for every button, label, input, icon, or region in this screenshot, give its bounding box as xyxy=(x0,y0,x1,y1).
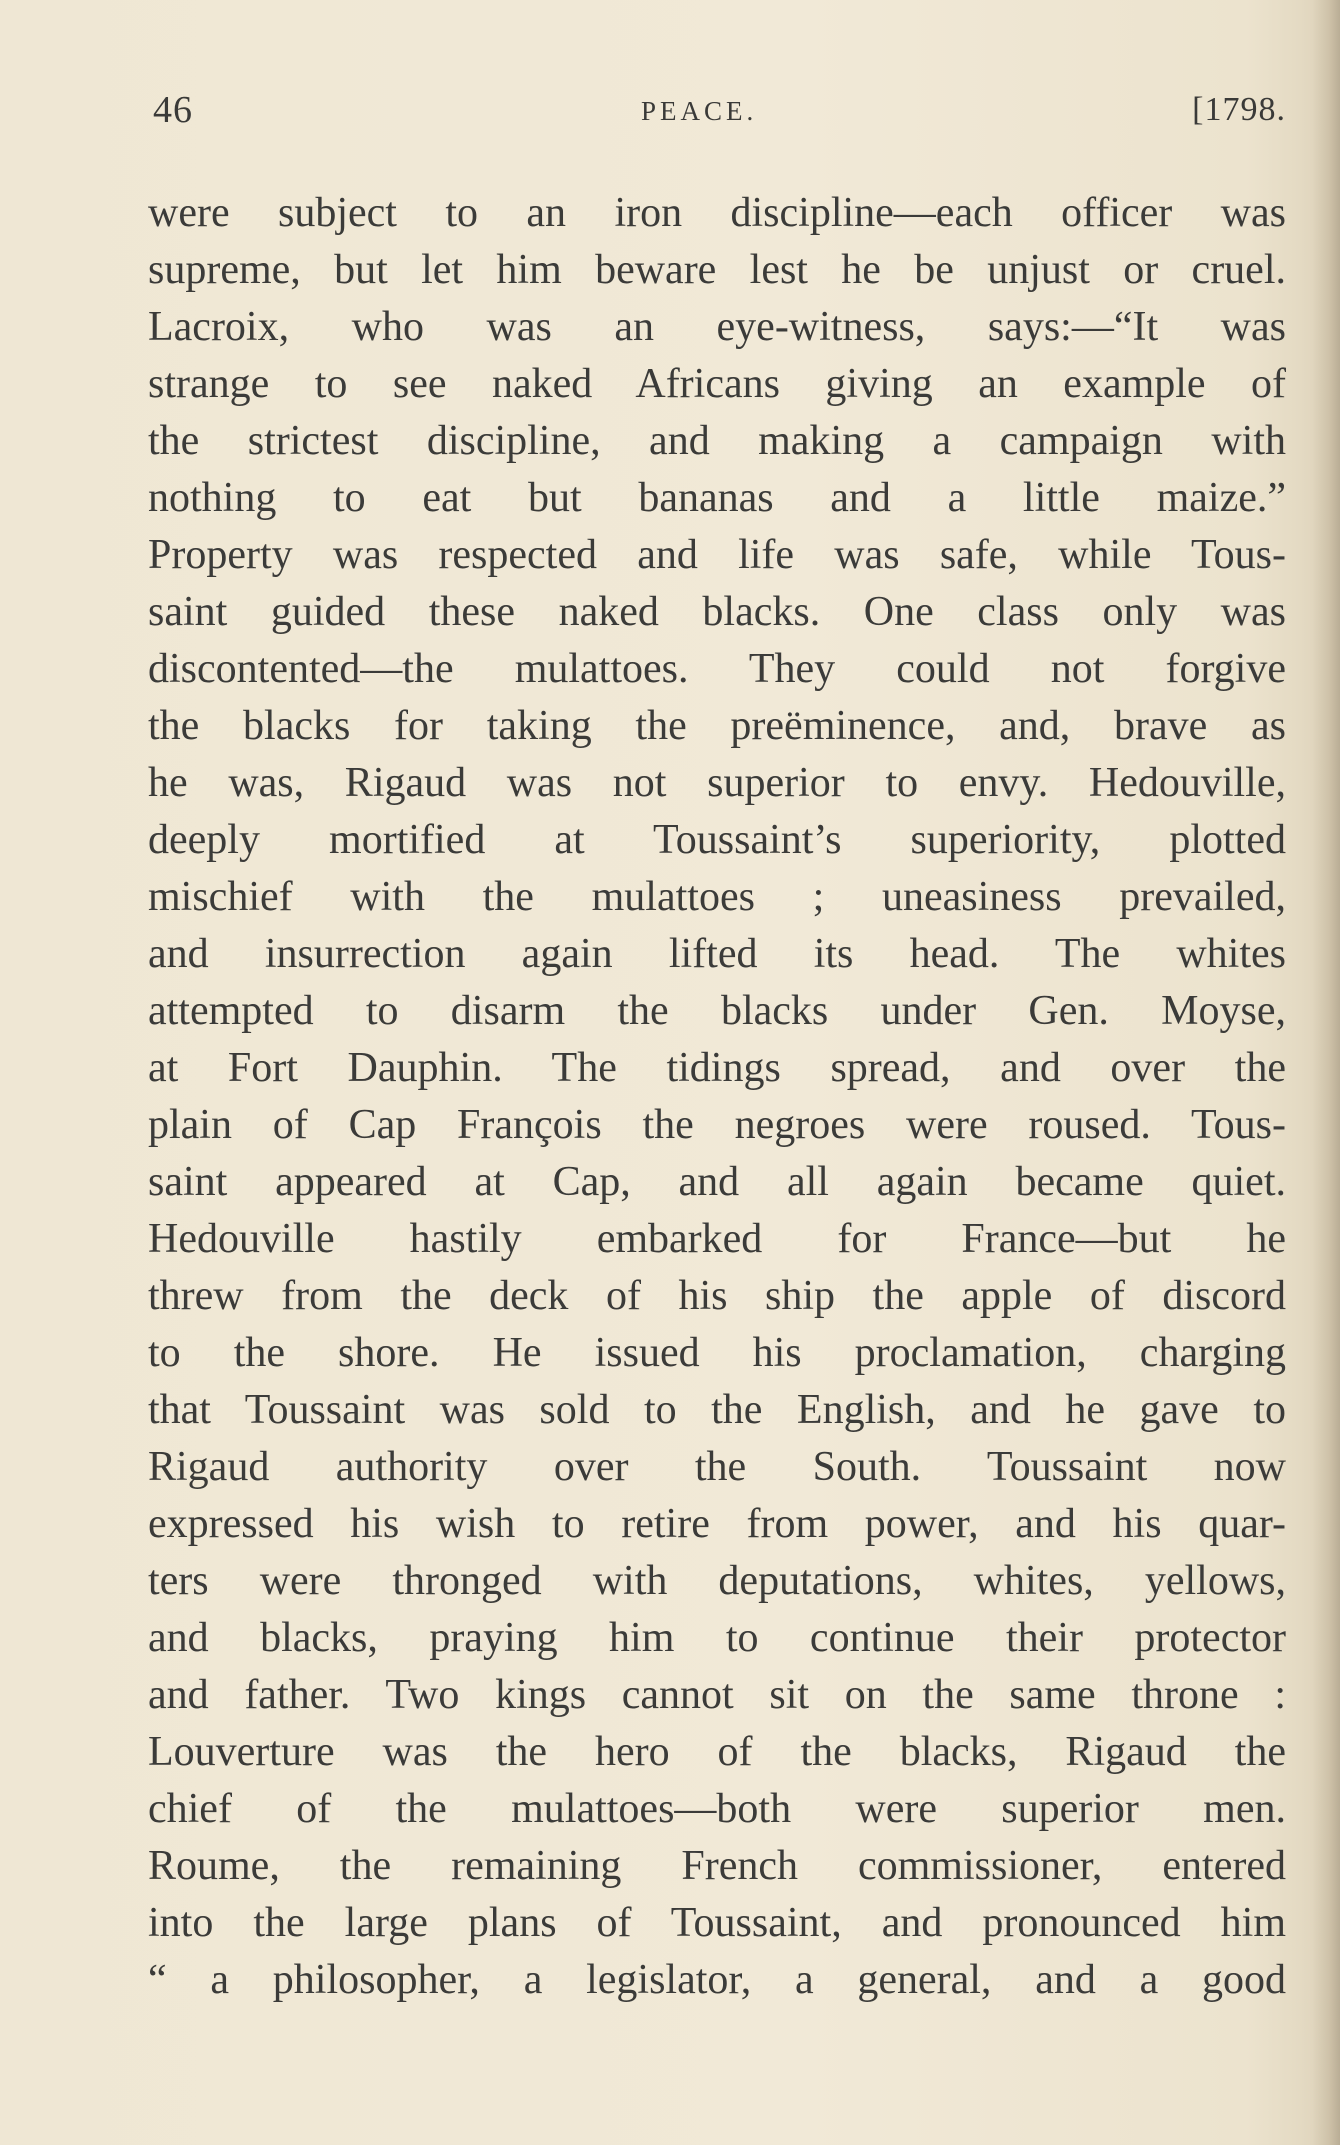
text-line: nothing to eat but bananas and a little maize.” xyxy=(148,475,1286,521)
text-line: plain of Cap François the negroes were roused. Tous- xyxy=(148,1102,1286,1148)
text-line: into the large plans of Toussaint, and pronounced him xyxy=(148,1900,1286,1946)
text-line: expressed his wish to retire from power, and his quar- xyxy=(148,1501,1286,1547)
running-title: PEACE. xyxy=(641,96,758,126)
text-line: mischief with the mulattoes ; uneasiness prevailed, xyxy=(148,874,1286,920)
text-line: “ a philosopher, a legislator, a general, and a good xyxy=(148,1957,1286,2003)
text-line: supreme, but let him beware lest he be unjust or cruel. xyxy=(148,247,1286,293)
page-number: 46 xyxy=(153,89,193,131)
text-line: and insurrection again lifted its head. The whites xyxy=(148,931,1286,977)
text-line: strange to see naked Africans giving an example of xyxy=(148,361,1286,407)
text-line: Rigaud authority over the South. Toussaint now xyxy=(148,1444,1286,1490)
text-line: and father. Two kings cannot sit on the same throne : xyxy=(148,1672,1286,1718)
text-line: Property was respected and life was safe, while Tous- xyxy=(148,532,1286,578)
page-gutter-shadow xyxy=(1312,0,1340,2145)
text-line: chief of the mulattoes—both were superior men. xyxy=(148,1786,1286,1832)
text-line: Hedouville hastily embarked for France—but he xyxy=(148,1216,1286,1262)
text-line: that Toussaint was sold to the English, and he gave to xyxy=(148,1387,1286,1433)
text-line: Lacroix, who was an eye-witness, says:—“It was xyxy=(148,304,1286,350)
text-line: Louverture was the hero of the blacks, Rigaud the xyxy=(148,1729,1286,1775)
running-head xyxy=(148,88,1286,138)
text-line: he was, Rigaud was not superior to envy. Hedouville, xyxy=(148,760,1286,806)
text-line: ters were thronged with deputations, whites, yellows, xyxy=(148,1558,1286,1604)
text-line: attempted to disarm the blacks under Gen. Moyse, xyxy=(148,988,1286,1034)
text-line: the strictest discipline, and making a campaign with xyxy=(148,418,1286,464)
text-line: the blacks for taking the preëminence, and, brave as xyxy=(148,703,1286,749)
body-text xyxy=(148,185,1286,2009)
text-line: were subject to an iron discipline—each officer was xyxy=(148,190,1286,236)
text-line: at Fort Dauphin. The tidings spread, and over the xyxy=(148,1045,1286,1091)
text-line: deeply mortified at Toussaint’s superiority, plotted xyxy=(148,817,1286,863)
text-line: and blacks, praying him to continue their protector xyxy=(148,1615,1286,1661)
text-line: to the shore. He issued his proclamation, charging xyxy=(148,1330,1286,1376)
text-line: saint guided these naked blacks. One class only was xyxy=(148,589,1286,635)
running-date: [1798. xyxy=(1192,91,1286,128)
text-line: discontented—the mulattoes. They could not forgive xyxy=(148,646,1286,692)
text-line: saint appeared at Cap, and all again became quiet. xyxy=(148,1159,1286,1205)
text-line: threw from the deck of his ship the apple of discord xyxy=(148,1273,1286,1319)
text-line: Roume, the remaining French commissioner, entered xyxy=(148,1843,1286,1889)
